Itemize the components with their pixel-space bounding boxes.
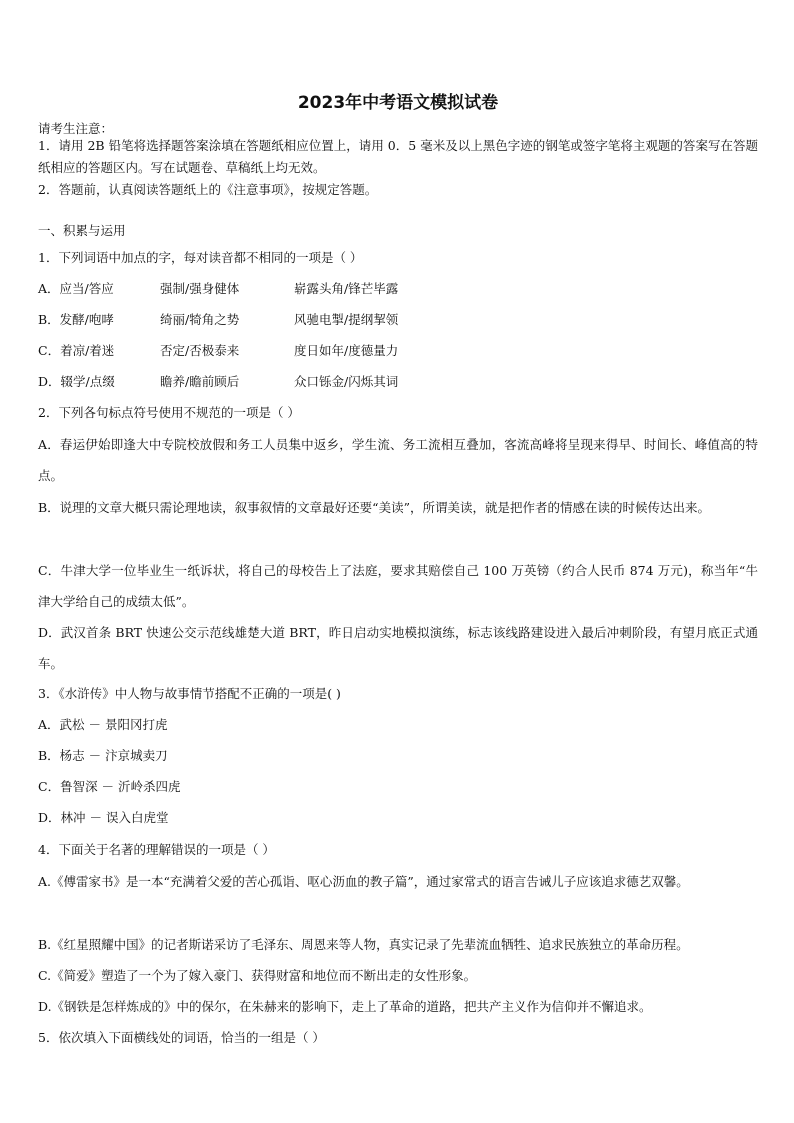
notice-item-2: 2．答题前，认真阅读答题纸上的《注意事项》，按规定答题。 bbox=[38, 182, 378, 197]
question-2-option-a: A．春运伊始即逢大中专院校放假和务工人员集中返乡，学生流、务工流相互叠加，客流高峰将呈现来得早、时间长、峰值高的特点。 bbox=[38, 437, 758, 483]
question-4-option-c: C.《简爱》塑造了一个为了嫁入豪门、获得财富和地位而不断出走的女性形象。 bbox=[38, 968, 477, 983]
question-4-option-a: A.《傅雷家书》是一本“充满着父爱的苦心孤诣、呕心沥血的教子篇”，通过家常式的语言告诫儿子应该追求德艺双馨。 bbox=[38, 874, 689, 889]
option-part-c: 众口铄金/闪烁其词 bbox=[294, 374, 399, 389]
option-part-b: 绮丽/犄角之势 bbox=[160, 312, 240, 327]
question-1-option-c bbox=[38, 343, 398, 359]
option-part-c: 崭露头角/锋芒毕露 bbox=[294, 281, 399, 296]
question-4-option-d: D.《钢铁是怎样炼成的》中的保尔，在朱赫来的影响下，走上了革命的道路，把共产主义作为信仰并不懈追求。 bbox=[38, 999, 652, 1014]
question-1-option-a bbox=[38, 281, 398, 297]
notice-heading: 请考生注意： bbox=[38, 121, 114, 136]
question-4-stem: 4．下面关于名著的理解错误的一项是（ ） bbox=[38, 842, 275, 857]
question-2-stem: 2．下列各句标点符号使用不规范的一项是（ ） bbox=[38, 405, 300, 420]
page-title: 2023年中考语文模拟试卷 bbox=[297, 93, 499, 113]
question-2-option-d: D．武汉首条 BRT 快速公交示范线雄楚大道 BRT，昨日启动实地模拟演练，标志该线路建设进入最后冲刺阶段，有望月底正式通车。 bbox=[38, 625, 758, 671]
option-label: C．着凉/着迷 bbox=[38, 343, 115, 358]
question-3-option-c: C．鲁智深 － 沂岭杀四虎 bbox=[38, 779, 181, 794]
question-1-option-d bbox=[38, 374, 398, 390]
question-5-stem: 5．依次填入下面横线处的词语，恰当的一组是（ ） bbox=[38, 1030, 325, 1045]
question-3-option-a: A．武松 － 景阳冈打虎 bbox=[38, 717, 168, 732]
question-1-stem: 1．下列词语中加点的字，每对读音都不相同的一项是（ ） bbox=[38, 250, 363, 265]
question-2-option-b: B．说理的文章大概只需论理地读，叙事叙情的文章最好还要“美读”，所谓美读，就是把作者的情感在读的时候传达出来。 bbox=[38, 500, 710, 515]
question-3-stem: 3．《水浒传》中人物与故事情节搭配不正确的一项是( ) bbox=[38, 686, 341, 701]
option-part-c: 风驰电掣/提纲挈领 bbox=[294, 312, 399, 327]
notice-item-1: 1．请用 2B 铅笔将选择题答案涂填在答题纸相应位置上，请用 0．5 毫米及以上黑色字迹的钢笔或签字笔将主观题的答案写在答题纸相应的答题区内。写在试题卷、草稿纸上均无效。 bbox=[38, 138, 758, 175]
option-label: A．应当/答应 bbox=[38, 281, 114, 296]
option-part-b: 强制/强身健体 bbox=[160, 281, 240, 296]
question-4-option-b: B.《红星照耀中国》的记者斯诺采访了毛泽东、周恩来等人物，真实记录了先辈流血牺牲、追求民族独立的革命历程。 bbox=[38, 937, 689, 952]
section-heading: 一、积累与运用 bbox=[38, 223, 126, 238]
option-part-b: 否定/否极泰来 bbox=[160, 343, 240, 358]
option-label: D．辍学/点缀 bbox=[38, 374, 115, 389]
option-part-c: 度日如年/度德量力 bbox=[294, 343, 399, 358]
option-label: B．发酵/咆哮 bbox=[38, 312, 114, 327]
option-part-b: 瞻养/瞻前顾后 bbox=[160, 374, 240, 389]
question-2-option-c: C．牛津大学一位毕业生一纸诉状，将自己的母校告上了法庭，要求其赔偿自己 100 万英镑（约合人民币 874 万元)，称当年“牛津大学给自己的成绩太低”。 bbox=[38, 563, 758, 609]
question-1-option-b bbox=[38, 312, 398, 328]
question-3-option-d: D．林冲 － 误入白虎堂 bbox=[38, 810, 169, 825]
question-3-option-b: B．杨志 － 汴京城卖刀 bbox=[38, 748, 168, 763]
